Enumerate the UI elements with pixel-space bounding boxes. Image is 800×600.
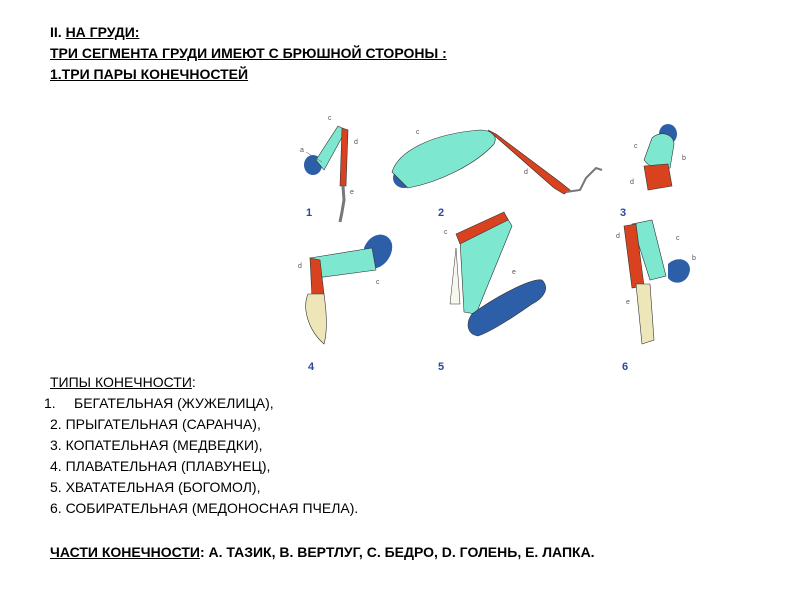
leg4-letter-d: d — [298, 263, 302, 270]
leg-digging-illustration — [620, 124, 686, 219]
leg4-letter-c: c — [376, 279, 380, 286]
leg6-letter-e: e — [626, 299, 630, 306]
leg-collecting-illustration — [616, 220, 696, 373]
header-line-2: ТРИ СЕГМЕНТА ГРУДИ ИМЕЮТ С БРЮШНОЙ СТОРОНЫ : — [50, 45, 447, 61]
figure-number-3: 3 — [620, 207, 627, 219]
leg6-letter-b: b — [692, 255, 696, 262]
leg6-letter-c: c — [676, 235, 680, 242]
limb-types-section — [44, 372, 358, 519]
limb-parts-text: : А. ТАЗИК, В. ВЕРТЛУГ, С. БЕДРО, D. ГОЛЕНЬ, Е. ЛАПКА. — [199, 544, 595, 560]
leg1-letter-d: d — [354, 139, 358, 146]
leg1-letter-e: e — [350, 189, 354, 196]
limb-type-item: 2. ПРЫГАТЕЛЬНАЯ (САРАНЧА), — [50, 416, 261, 432]
limb-type-item: 4. ПЛАВАТЕЛЬНАЯ (ПЛАВУНЕЦ), — [50, 458, 271, 474]
leg1-letter-c: c — [328, 115, 332, 122]
leg3-letter-b: b — [682, 155, 686, 162]
header-prefix: II. — [50, 24, 66, 40]
leg2-letter-d: d — [524, 169, 528, 176]
leg6-tarsus — [636, 284, 654, 344]
leg-running-illustration — [300, 115, 358, 222]
leg2-letter-c: c — [416, 129, 420, 136]
header-line-3: 1.ТРИ ПАРЫ КОНЕЧНОСТЕЙ — [50, 66, 249, 82]
figure-number-2: 2 — [438, 207, 445, 219]
insect-legs-figure — [280, 108, 710, 380]
leg-grasping-illustration — [438, 212, 546, 373]
leg3-femur — [644, 134, 674, 170]
leg5-spines — [450, 248, 460, 304]
leg4-tarsus — [306, 294, 327, 344]
figure-number-1: 1 — [306, 207, 313, 219]
leg3-tibia — [644, 164, 672, 190]
leg6-letter-d: d — [616, 233, 620, 240]
leg2-tarsus — [566, 168, 602, 192]
leg6-coxa — [668, 259, 690, 282]
leg1-letter-a: a — [300, 147, 304, 154]
leg2-tibia — [488, 130, 570, 194]
header-line-1 — [50, 22, 447, 43]
figure-number-4: 4 — [308, 361, 315, 373]
header-title: НА ГРУДИ: — [65, 24, 140, 40]
limb-types-heading: ТИПЫ КОНЕЧНОСТИ: — [50, 374, 196, 390]
leg3-letter-c: c — [634, 143, 638, 150]
limb-type-item: 5. ХВАТАТЕЛЬНАЯ (БОГОМОЛ), — [50, 479, 261, 495]
leg-swimming-illustration — [298, 235, 392, 373]
limb-type-item: 1. БЕГАТЕЛЬНАЯ (ЖУЖЕЛИЦА), — [44, 395, 274, 411]
leg-jumping-illustration — [392, 129, 602, 219]
leg5-letter-c: c — [444, 229, 448, 236]
figure-number-6: 6 — [622, 361, 629, 373]
limb-types-title: ТИПЫ КОНЕЧНОСТИ — [50, 374, 192, 390]
leg1-tarsus — [340, 186, 344, 222]
leg2-femur — [392, 130, 495, 188]
limb-type-item: 3. КОПАТЕЛЬНАЯ (МЕДВЕДКИ), — [50, 437, 263, 453]
limb-type-item: 6. СОБИРАТЕЛЬНАЯ (МЕДОНОСНАЯ ПЧЕЛА). — [50, 500, 359, 516]
leg5-letter-e: e — [512, 269, 516, 276]
header — [50, 22, 447, 85]
limb-parts-line — [50, 544, 595, 560]
limb-parts-title: ЧАСТИ КОНЕЧНОСТИ — [50, 544, 200, 560]
leg3-letter-d: d — [630, 179, 634, 186]
figure-number-5: 5 — [438, 361, 445, 373]
